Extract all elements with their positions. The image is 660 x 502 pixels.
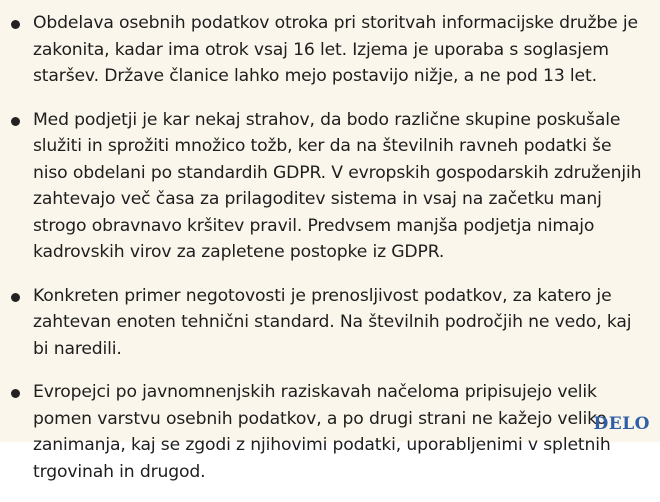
- bullet-dot-icon: [11, 20, 20, 29]
- bullet-dot-icon: [11, 293, 20, 302]
- list-item: [0, 379, 660, 485]
- bullet-list: [0, 10, 660, 502]
- bullet-text: Konkreten primer negotovosti je prenosljivost podatkov, za katero je zahtevan enoten tehnični standard. Na številnih področjih ne vedo, kaj bi naredili.: [33, 285, 632, 359]
- bullet-text: Evropejci po javnomnenjskih raziskavah načeloma pripisujejo velik pomen varstvu osebnih podatkov, a po drugi strani ne kažejo veliko zanimanja, kaj se zgodi z njihovimi podatki, uporabljenimi v spletnih trgovinah in drugod.: [33, 382, 611, 482]
- bullet-dot-icon: [11, 117, 20, 126]
- list-item: [0, 283, 660, 363]
- bullet-dot-icon: [11, 389, 20, 398]
- bullet-text: Med podjetji je kar nekaj strahov, da bodo različne skupine poskušale služiti in sprožiti množico tožb, ker da na številnih ravneh podatki še niso obdelani po standardih GDPR. V evropskih gospodarskih združenjih zahtevajo več časa za prilagoditev sistema in vsaj na začetku manj strogo obravnavo kršitev pravil. Predvsem manjša podjetja nimajo kadrovskih virov za zapletene postopke iz GDPR.: [33, 109, 642, 262]
- delo-logo: DELO: [593, 414, 650, 434]
- list-item: [0, 107, 660, 266]
- list-item: [0, 10, 660, 90]
- bullet-text: Obdelava osebnih podatkov otroka pri storitvah informacijske družbe je zakonita, kadar ima otrok vsaj 16 let. Izjema je uporaba s soglasjem staršev. Države članice lahko mejo postavijo nižje, a ne pod 13 let.: [33, 13, 638, 86]
